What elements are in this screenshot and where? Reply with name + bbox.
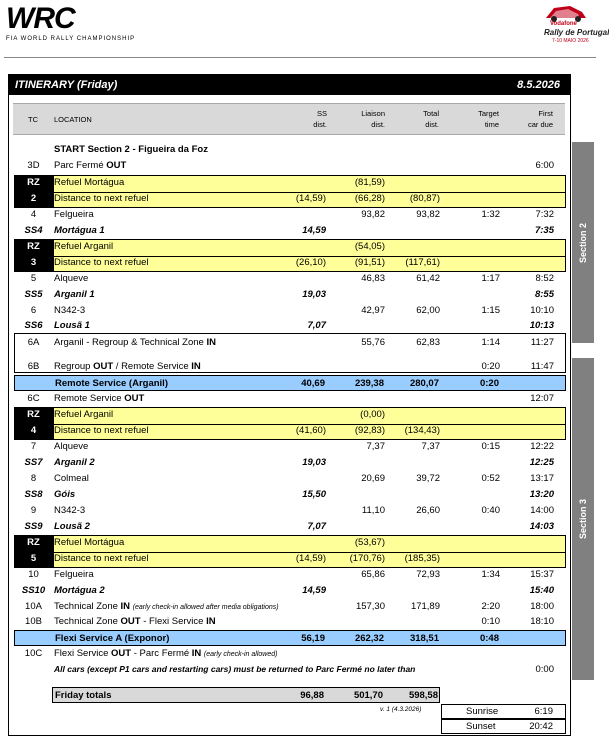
row-rz5-distance: Distance to next refuel (14,59) (170,76) (185,35) [54, 553, 440, 564]
sunrise-box: Sunrise 6:19 [441, 704, 566, 719]
row-rz5-refuel: Refuel Mortágua (53,67) [54, 537, 385, 548]
document-version: v. 1 (4.3.2026) [380, 706, 422, 713]
col-target-2: time [484, 120, 499, 129]
row-rz3-refuel: Refuel Arganil (54,05) [54, 241, 385, 252]
friday-totals: Friday totals 96,88 501,70 598,58 [52, 687, 440, 703]
row-rz4-distance: Distance to next refuel (41,60) (92,83) (134,43) [54, 425, 440, 436]
row-remote-service: Remote Service (Arganil) 40,69 239,38 280,07 0:20 [14, 375, 566, 391]
row-tc-7: 7 Alqueve 7,37 7,37 0:15 12:22 [30, 441, 554, 452]
header-divider [4, 57, 596, 58]
col-liaison-1: Liaison [361, 109, 385, 118]
itinerary-title-bar [9, 75, 570, 95]
itinerary-title: ITINERARY (Friday) [15, 79, 118, 91]
row-ss8: SS8 Góis 15,50 13:20 [24, 489, 554, 500]
col-liaison-2: dist. [371, 120, 385, 129]
col-ss-1: SS [316, 109, 327, 118]
col-first-car-2: car due [527, 120, 553, 129]
rally-portugal-logo [536, 2, 609, 46]
row-tc-6c: 6C Remote Service OUT 12:07 [27, 393, 554, 404]
row-tc-3d: 3D Parc Fermé OUT 6:00 [27, 160, 554, 171]
rally-portugal-name: Rally de Portugal [544, 28, 609, 37]
rally-portugal-dates: 7-10 MAIO 2026 [552, 38, 589, 44]
col-target-1: Target [478, 109, 499, 118]
row-tc-9: 9 N342-3 11,10 26,60 0:40 14:00 [30, 505, 554, 516]
col-first-car-1: First [538, 109, 553, 118]
row-tc-10b: 10B Technical Zone OUT - Flexi Service IN 0:10 18:10 [25, 616, 554, 627]
wrc-logo [6, 2, 136, 46]
row-rz2-distance: Distance to next refuel (14,59) (66,28) (80,87) [54, 193, 440, 204]
row-flexi-service: Flexi Service A (Exponor) 56,19 262,32 318,51 0:48 [14, 630, 566, 646]
row-tc-4: 4 Felgueira 93,82 93,82 1:32 7:32 [30, 209, 554, 220]
row-rz4-refuel: Refuel Arganil (0,00) [54, 409, 385, 420]
row-rz2-refuel: Refuel Mortágua (81,59) [54, 177, 385, 188]
row-ss6: SS6 Lousã 1 7,07 10:13 [24, 320, 554, 331]
col-location: LOCATION [54, 115, 92, 124]
refuel-zone-5-label: RZ 5 [14, 535, 53, 568]
row-parc-ferme-note: All cars (except P1 cars and restarting cars) must be returned to Parc Fermé no later than 0:00 [54, 664, 554, 675]
wrc-logo-subtitle: FIA WORLD RALLY CHAMPIONSHIP [6, 36, 136, 42]
row-ss4: SS4 Mortágua 1 14,59 7:35 [24, 225, 554, 236]
row-tc-5: 5 Alqueve 46,83 61,42 1:17 8:52 [30, 273, 554, 284]
col-tc: TC [28, 115, 38, 124]
row-tc-10a: 10A Technical Zone IN (early check-in allowed after media obligations) 157,30 171,89 2:20 18:00 [25, 601, 554, 612]
itinerary-date: 8.5.2026 [517, 79, 560, 91]
refuel-zone-3-label: RZ 3 [14, 239, 53, 272]
row-ss9: SS9 Lousã 2 7,07 14:03 [24, 521, 554, 532]
wrc-logo-mark: WRC [6, 2, 75, 35]
row-ss10: SS10 Mortágua 2 14,59 15:40 [21, 585, 554, 596]
col-total-1: Total [423, 109, 439, 118]
rally-portugal-sponsor: Vodafone [550, 21, 577, 27]
section-3-label: Section 3 [572, 358, 594, 680]
row-rz3-distance: Distance to next refuel (26,10) (91,51) (117,61) [54, 257, 440, 268]
row-start: START Section 2 - Figueira da Foz [54, 144, 208, 155]
row-ss7: SS7 Arganil 2 19,03 12:25 [24, 457, 554, 468]
row-tc-6b: 6B Regroup OUT / Remote Service IN 0:20 11:47 [27, 361, 554, 372]
refuel-zone-4-label: RZ 4 [14, 407, 53, 440]
refuel-zone-2-label: RZ 2 [14, 175, 53, 208]
row-ss5: SS5 Arganil 1 19,03 8:55 [24, 289, 554, 300]
row-tc-6: 6 N342-3 42,97 62,00 1:15 10:10 [30, 305, 554, 316]
column-header [13, 103, 565, 135]
row-tc-10c: 10C Flexi Service OUT - Parc Fermé IN (early check-in allowed) [24, 648, 278, 659]
row-tc-10: 10 Felgueira 65,86 72,93 1:34 15:37 [28, 569, 554, 580]
sunset-box: Sunset 20:42 [441, 719, 566, 734]
col-ss-2: dist. [313, 120, 327, 129]
row-tc-8: 8 Colmeal 20,69 39,72 0:52 13:17 [30, 473, 554, 484]
col-total-2: dist. [425, 120, 439, 129]
row-tc-6a: 6A Arganil - Regroup & Technical Zone IN 55,76 62,83 1:14 11:27 [27, 337, 554, 348]
section-2-label: Section 2 [572, 142, 594, 343]
